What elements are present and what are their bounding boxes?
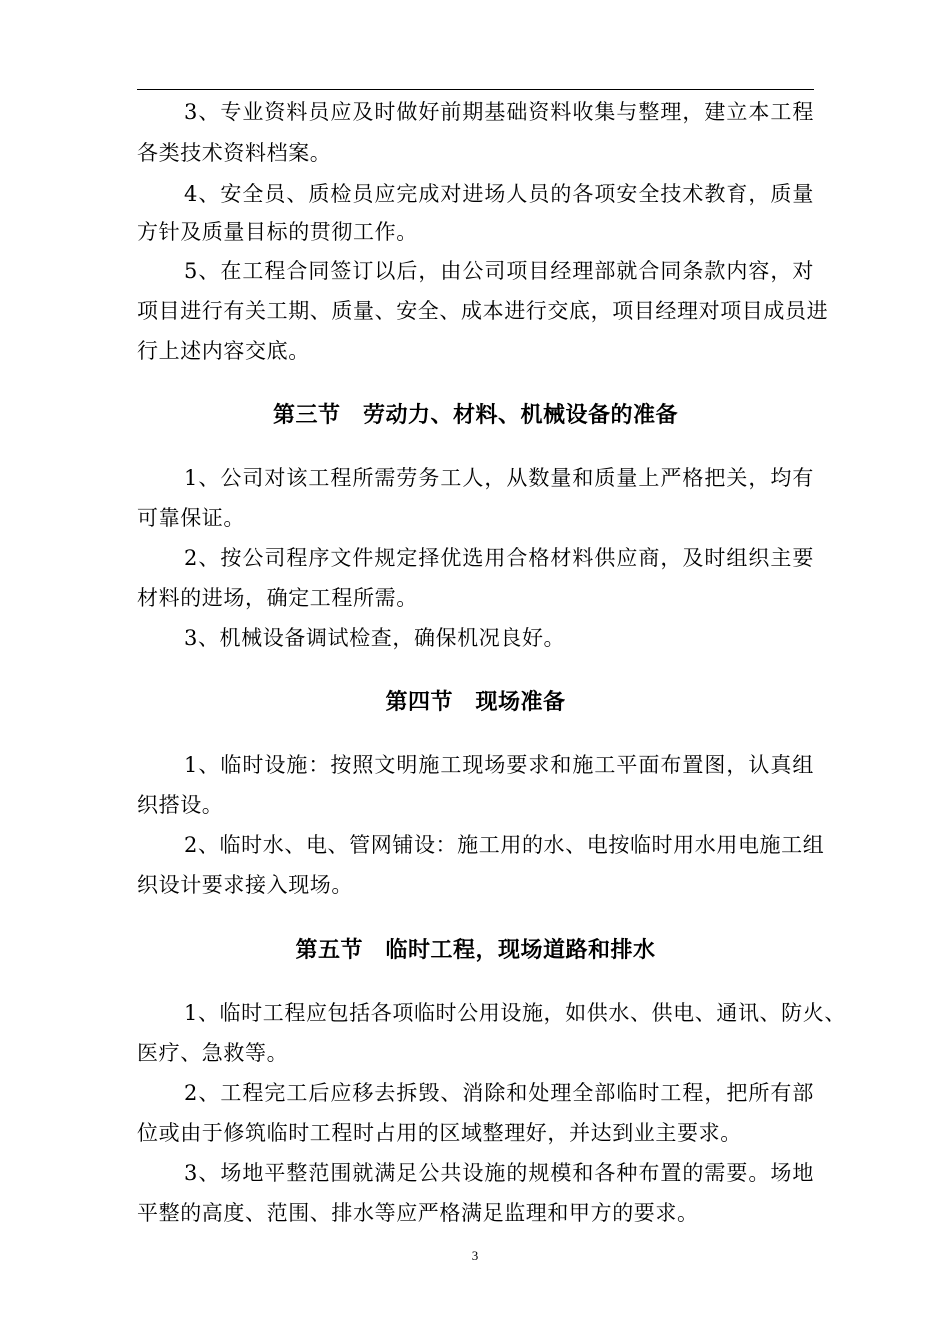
paragraph-line: 3、专业资料员应及时做好前期基础资料收集与整理，建立本工程 <box>184 100 814 124</box>
paragraph-line: 1、临时工程应包括各项临时公用设施，如供水、供电、通讯、防火、 <box>184 1001 846 1025</box>
paragraph-line: 1、临时设施：按照文明施工现场要求和施工平面布置图，认真组 <box>184 753 814 777</box>
paragraph-line: 位或由于修筑临时工程时占用的区域整理好，并达到业主要求。 <box>137 1121 742 1145</box>
section-heading: 第五节 临时工程，现场道路和排水 <box>295 938 656 963</box>
paragraph-line: 织设计要求接入现场。 <box>137 873 353 897</box>
section-heading: 第四节 现场准备 <box>385 690 566 715</box>
paragraph-line: 3、场地平整范围就满足公共设施的规模和各种布置的需要。场地 <box>184 1161 814 1185</box>
paragraph-line: 行上述内容交底。 <box>137 339 310 363</box>
paragraph-line: 各类技术资料档案。 <box>137 141 332 165</box>
paragraph-line: 5、在工程合同签订以后，由公司项目经理部就合同条款内容，对 <box>184 259 814 283</box>
paragraph-line: 平整的高度、范围、排水等应严格满足监理和甲方的要求。 <box>137 1201 699 1225</box>
paragraph-line: 1、公司对该工程所需劳务工人，从数量和质量上严格把关，均有 <box>184 466 814 490</box>
paragraph-line: 2、工程完工后应移去拆毁、消除和处理全部临时工程，把所有部 <box>184 1081 814 1105</box>
paragraph-line: 2、临时水、电、管网铺设：施工用的水、电按临时用水用电施工组 <box>184 833 825 857</box>
page-number: 3 <box>471 1248 479 1263</box>
paragraph-line: 4、安全员、质检员应完成对进场人员的各项安全技术教育，质量 <box>184 182 814 206</box>
paragraph-line: 2、按公司程序文件规定择优选用合格材料供应商，及时组织主要 <box>184 546 814 570</box>
header-rule <box>137 89 814 90</box>
paragraph-line: 可靠保证。 <box>137 506 245 530</box>
paragraph-line: 方针及质量目标的贯彻工作。 <box>137 220 418 244</box>
paragraph-line: 项目进行有关工期、质量、安全、成本进行交底，项目经理对项目成员进 <box>137 299 829 323</box>
paragraph-line: 织搭设。 <box>137 793 224 817</box>
paragraph-line: 材料的进场，确定工程所需。 <box>137 586 418 610</box>
section-heading: 第三节 劳动力、材料、机械设备的准备 <box>272 403 678 428</box>
paragraph-line: 医疗、急救等。 <box>137 1041 289 1065</box>
paragraph-line: 3、机械设备调试检查，确保机况良好。 <box>184 626 566 650</box>
